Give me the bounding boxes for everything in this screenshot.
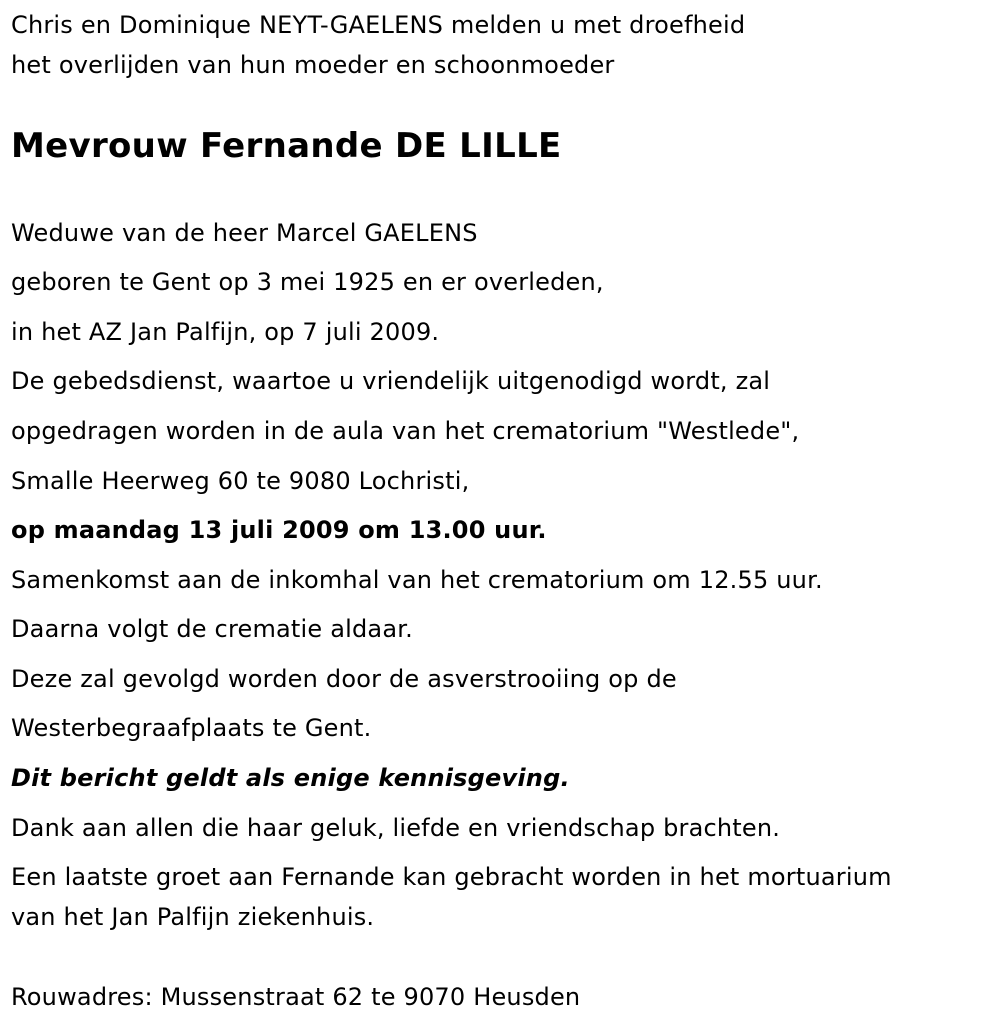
detail-line-6: Smalle Heerweg 60 te 9080 Lochristi, — [11, 467, 470, 495]
intro-line-1: Chris en Dominique NEYT-GAELENS melden u met droefheid — [11, 11, 746, 39]
intro-line-2: het overlijden van hun moeder en schoonmoeder — [11, 51, 615, 79]
detail-line-1: Weduwe van de heer Marcel GAELENS — [11, 219, 478, 247]
after-line-4: Westerbegraafplaats te Gent. — [11, 714, 372, 742]
service-datetime: op maandag 13 juli 2009 om 13.00 uur. — [11, 516, 547, 544]
after-line-1: Samenkomst aan de inkomhal van het crematorium om 12.55 uur. — [11, 566, 823, 594]
mortuary-line-2: van het Jan Palfijn ziekenhuis. — [11, 903, 375, 931]
detail-line-3: in het AZ Jan Palfijn, op 7 juli 2009. — [11, 318, 440, 346]
after-line-2: Daarna volgt de crematie aldaar. — [11, 615, 413, 643]
mourning-address: Rouwadres: Mussenstraat 62 te 9070 Heusden — [11, 983, 581, 1011]
notice-line: Dit bericht geldt als enige kennisgeving. — [11, 764, 570, 792]
after-line-3: Deze zal gevolgd worden door de asverstrooiing op de — [11, 665, 677, 693]
thanks-line: Dank aan allen die haar geluk, liefde en vriendschap brachten. — [11, 814, 781, 842]
detail-line-2: geboren te Gent op 3 mei 1925 en er overleden, — [11, 268, 604, 296]
detail-line-4: De gebedsdienst, waartoe u vriendelijk uitgenodigd wordt, zal — [11, 367, 771, 395]
deceased-name: Mevrouw Fernande DE LILLE — [11, 126, 562, 166]
mortuary-line-1: Een laatste groet aan Fernande kan gebracht worden in het mortuarium — [11, 863, 892, 891]
detail-line-5: opgedragen worden in de aula van het crematorium "Westlede", — [11, 417, 800, 445]
